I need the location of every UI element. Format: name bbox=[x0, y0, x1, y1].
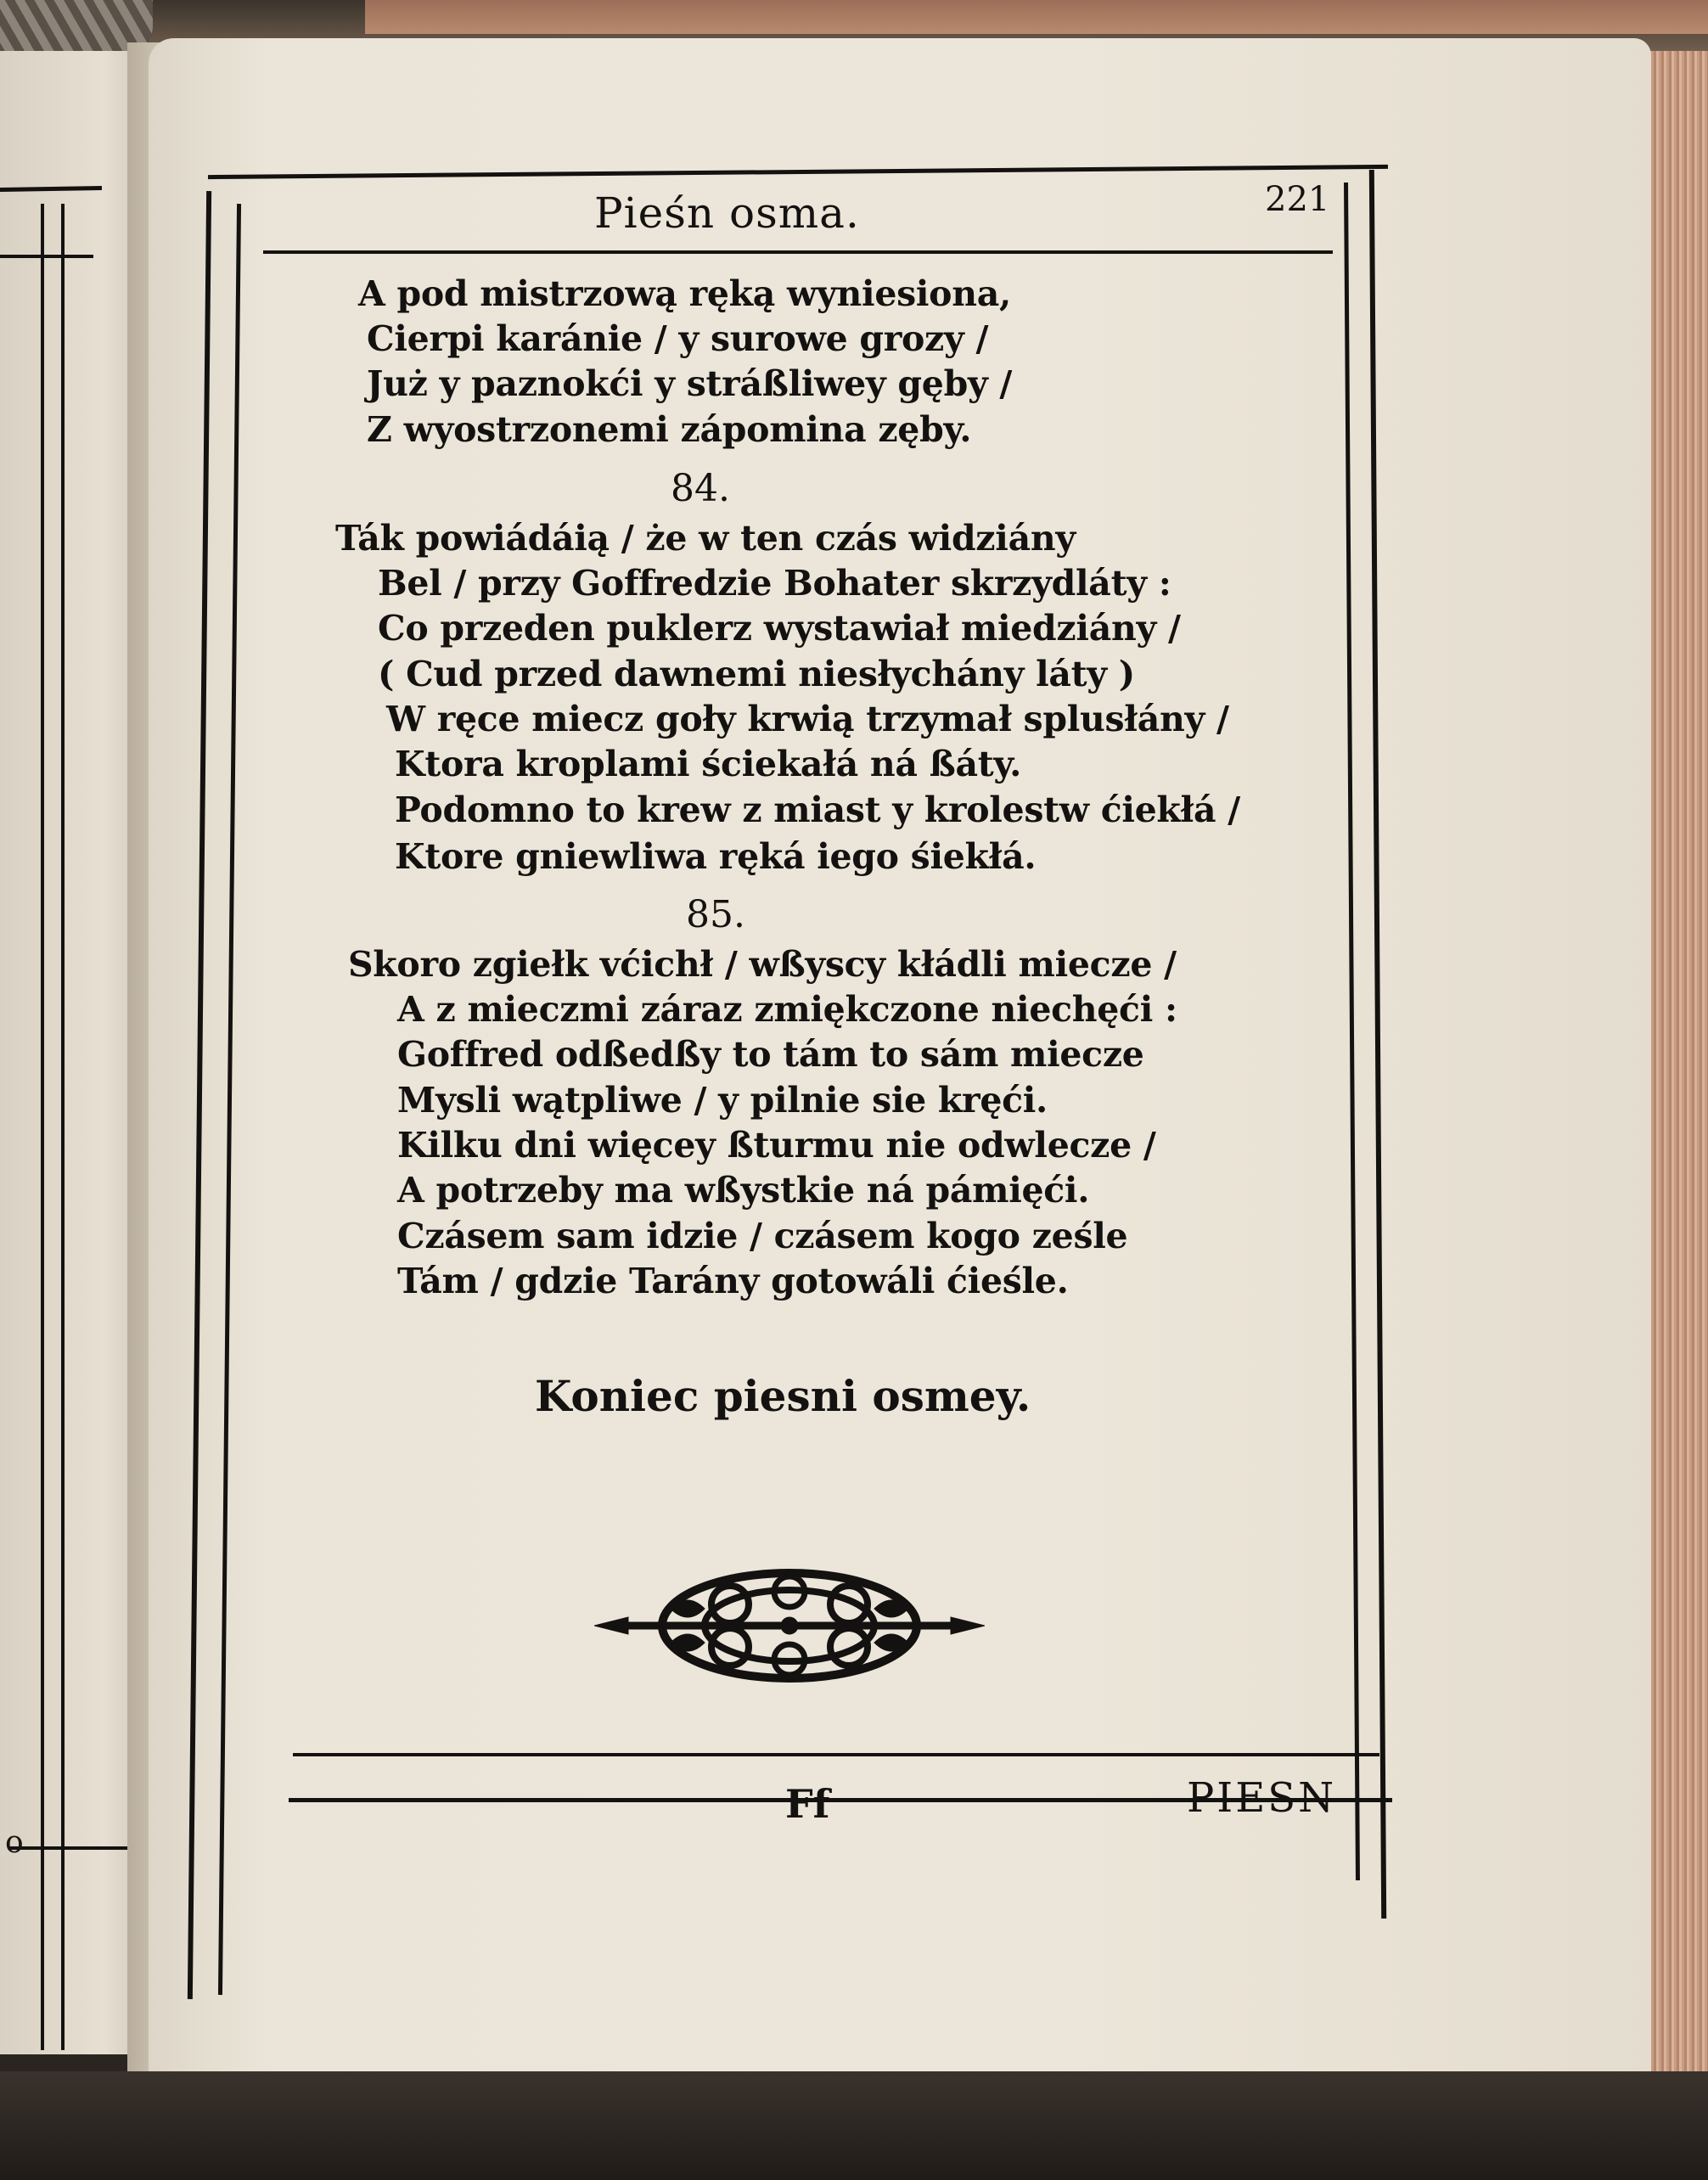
page-number: 221 bbox=[1265, 180, 1330, 219]
verse-line: Mysli wątpliwe / y pilnie sie kręći. bbox=[397, 1080, 1048, 1121]
ornament-right-point bbox=[951, 1617, 985, 1634]
verse-line: Goffred odßedßy to tám to sám miecze bbox=[397, 1034, 1144, 1075]
verse-line: Skoro zgiełk vćichł / wßyscy kłádli miecze / bbox=[348, 944, 1177, 985]
left-page bbox=[0, 51, 149, 2054]
verse-line: A pod mistrzową ręką wyniesiona, bbox=[358, 273, 1011, 314]
frame-bottom-rule bbox=[293, 1753, 1379, 1756]
colophon: Koniec piesni osmey. bbox=[535, 1371, 1031, 1421]
left-page-rule bbox=[0, 255, 93, 258]
left-page-text-fragment: o bbox=[5, 1825, 24, 1860]
catchword: PIESN bbox=[1187, 1774, 1337, 1822]
verse-line: Ták powiádáią / że w ten czás widziány bbox=[335, 518, 1076, 559]
running-head: Pieśn osma. bbox=[594, 188, 860, 238]
verse-line: Bel / przy Goffredzie Bohater skrzydláty : bbox=[378, 563, 1171, 604]
verse-line: Czásem sam idzie / czásem kogo ześle bbox=[397, 1216, 1128, 1256]
verse-line: Ktore gniewliwa ręká iego śiekłá. bbox=[395, 836, 1037, 877]
signature-mark: Ff bbox=[785, 1781, 830, 1827]
verse-line: W ręce miecz goły krwią trzymał splusłány / bbox=[386, 699, 1229, 739]
verse-line: Co przeden puklerz wystawiał miedziány / bbox=[378, 608, 1181, 649]
left-page-rule bbox=[8, 1846, 127, 1850]
verse-line: Ktora kroplami ściekałá ná ßáty. bbox=[395, 744, 1022, 784]
verse-line: Już y paznokći y stráßliwey gęby / bbox=[367, 363, 1013, 404]
binding-leather bbox=[365, 0, 1708, 34]
verse-line: Z wyostrzonemi zápomina zęby. bbox=[367, 409, 972, 450]
printers-ornament bbox=[594, 1558, 985, 1694]
bottom-shadow bbox=[0, 2071, 1708, 2180]
verse-line: A potrzeby ma wßystkie ná pámięći. bbox=[397, 1170, 1090, 1211]
verse-line: Kilku dni więcey ßturmu nie odwlecze / bbox=[397, 1125, 1156, 1166]
verse-line: ( Cud przed dawnemi niesłychány láty ) bbox=[378, 654, 1135, 694]
verse-line: Cierpi karánie / y surowe grozy / bbox=[367, 318, 989, 359]
verse-line: Tám / gdzie Tarány gotowáli ćieśle. bbox=[397, 1261, 1069, 1301]
left-page-frame-line bbox=[61, 204, 65, 2050]
left-page-frame-line bbox=[41, 204, 44, 2050]
stanza-number: 85. bbox=[686, 893, 745, 936]
stanza-number: 84. bbox=[671, 467, 730, 510]
frame-head-rule bbox=[263, 250, 1333, 254]
left-page-rule bbox=[0, 186, 102, 192]
verse-line: A z mieczmi záraz zmiękczone niechęći : bbox=[397, 989, 1177, 1030]
ornament-left-point bbox=[594, 1617, 628, 1634]
verse-line: Podomno to krew z miast y krolestw ćiekłá / bbox=[395, 789, 1240, 830]
